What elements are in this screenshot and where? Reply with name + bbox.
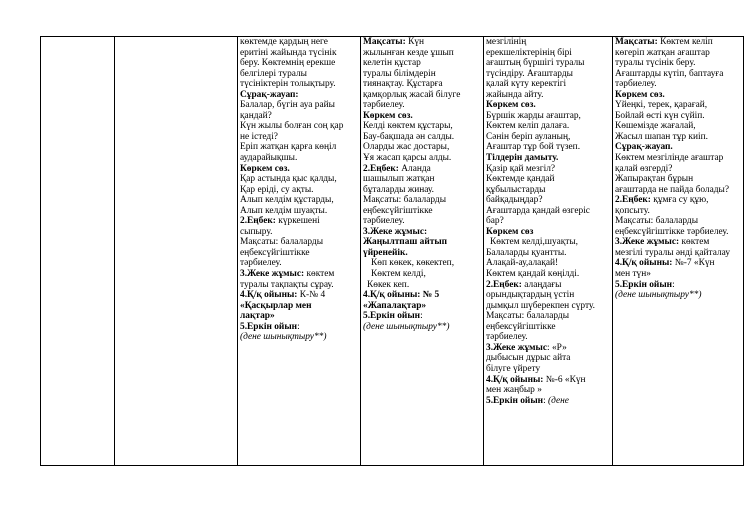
text-line: [486, 111, 610, 122]
text-run: келетін құстар: [363, 58, 421, 69]
text-run: қопсыту.: [615, 205, 650, 216]
text-line: [240, 290, 358, 301]
text-line: [486, 121, 610, 132]
text-run: қалай күту керектігі: [486, 79, 567, 90]
text-line: [240, 48, 358, 59]
text-line: [363, 121, 481, 132]
text-line: [615, 121, 741, 132]
text-run: 5.Еркін ойын: [486, 395, 544, 406]
text-run: Ағаштарда қандай өзгеріс: [486, 205, 590, 216]
text-line: [615, 290, 741, 301]
text-run: дыбысын дұрыс айта: [486, 353, 571, 364]
text-run: Тілдерін дамыту.: [486, 153, 559, 164]
text-line: [615, 195, 741, 206]
text-line: [615, 153, 741, 164]
text-run: түсіндіру. Ағаштарды: [486, 68, 573, 79]
text-line: [486, 216, 610, 227]
text-line: [240, 216, 358, 227]
text-run: Ағаштарды күтіп, баптауға: [615, 68, 724, 79]
text-run: көктем: [304, 269, 335, 280]
text-run: қамқорлық жасай білуге: [363, 89, 461, 100]
text-line: [486, 100, 610, 111]
text-run: Қар еріді, су ақты.: [240, 184, 314, 195]
text-run: туралы білімдерін: [363, 68, 436, 79]
text-run: Мақсаты: балаларды: [486, 311, 569, 322]
text-line: [363, 280, 481, 291]
text-line: [363, 248, 481, 259]
text-run: мен жаңбыр »: [486, 385, 542, 396]
text-line: [615, 248, 741, 259]
text-line: [363, 290, 481, 301]
text-run: 4.Қ/қ ойыны:: [240, 290, 298, 301]
text-run: Бүршік жарды ағаштар,: [486, 110, 581, 121]
text-run: еңбексүйгіштікке тәрбиелеу.: [615, 226, 729, 237]
text-run: қандай?: [240, 110, 272, 121]
text-line: [363, 237, 481, 248]
text-run: көктемде қардың неге: [240, 37, 328, 47]
text-line: [240, 164, 358, 175]
text-run: Сәнін беріп ауланың,: [486, 131, 571, 142]
text-run: дымқыл шүберекпен сүрту.: [486, 300, 596, 311]
text-line: [363, 132, 481, 143]
text-line: [240, 132, 358, 143]
text-line: [486, 311, 610, 322]
text-run: туралы түсінік беру.: [615, 58, 696, 69]
text-run: «Жапалақтар»: [363, 300, 427, 311]
text-line: [363, 185, 481, 196]
text-line: [363, 111, 481, 122]
text-run: Аланда: [398, 163, 431, 174]
text-line: [615, 269, 741, 280]
text-line: [486, 58, 610, 69]
text-run: Көкек кеп.: [367, 279, 410, 290]
text-line: [486, 396, 610, 407]
text-line: [486, 164, 610, 175]
text-run: білуге үйрету: [486, 363, 541, 374]
text-line: [615, 280, 741, 291]
text-run: көктем: [679, 237, 710, 248]
text-run: Алып келдім шуақты.: [240, 205, 328, 216]
text-run: (дене шынықтыру**): [240, 332, 327, 343]
text-run: тәрбиелеу.: [240, 258, 282, 269]
text-run: 2.Еңбек:: [363, 163, 399, 174]
text-run: Көркем сөз: [486, 226, 534, 237]
text-run: 2.Еңбек:: [240, 216, 276, 227]
text-line: [240, 206, 358, 217]
text-run: бар?: [486, 216, 504, 227]
text-run: Еріп жатқан қарға көңіл: [240, 142, 337, 153]
text-line: [240, 100, 358, 111]
text-line: [486, 48, 610, 59]
text-run: туралы тақпақты сұрау.: [240, 279, 334, 290]
text-line: [363, 258, 481, 269]
text-run: №-7 «Күн: [672, 258, 715, 269]
text-line: [363, 216, 481, 227]
text-line: [240, 227, 358, 238]
text-line: [240, 79, 358, 90]
text-run: Көркем сөз.: [615, 89, 665, 100]
text-line: [486, 174, 610, 185]
text-line: [486, 132, 610, 143]
text-line: [363, 301, 481, 312]
text-run: К-№ 4: [297, 290, 326, 301]
text-line: [363, 58, 481, 69]
text-run: күркешені: [275, 216, 320, 227]
text-run: аударайықшы.: [240, 153, 298, 164]
text-run: (дене: [548, 395, 569, 406]
text-line: [363, 69, 481, 80]
text-line: [486, 364, 610, 375]
text-line: [240, 37, 358, 48]
text-run: құмға су құю,: [650, 195, 709, 206]
text-line: [486, 258, 610, 269]
text-run: Көркем сөз.: [486, 100, 536, 111]
text-run: мезгілі туралы әнді қайталау: [615, 247, 731, 258]
text-line: [240, 301, 358, 312]
text-line: [486, 353, 610, 364]
text-run: Көктем келіп далаға.: [486, 121, 570, 132]
text-run: 3.Жеке жұмыс:: [615, 237, 680, 248]
text-line: [615, 90, 741, 101]
text-run: 4.Қ/қ ойыны:: [615, 258, 673, 269]
text-run: бұталарды жинау.: [363, 184, 435, 195]
text-line: [486, 343, 610, 354]
text-run: Көктем мезгілінде ағаштар: [615, 153, 724, 164]
text-run: Алақай-ау,алақай!: [486, 258, 559, 269]
text-line: [615, 164, 741, 175]
text-line: [486, 237, 610, 248]
text-run: еритіні жайында түсінік: [240, 47, 337, 58]
text-run: Жасыл шапан тұр киіп.: [615, 131, 708, 142]
table-cell-day-3: [484, 37, 613, 466]
text-line: [615, 142, 741, 153]
text-line: [240, 174, 358, 185]
text-line: [615, 48, 741, 59]
text-run: 3.Жеке жұмыс: [486, 342, 548, 353]
text-run: үйренейік.: [363, 247, 408, 258]
text-run: мен түн»: [615, 269, 651, 280]
text-line: [615, 69, 741, 80]
text-run: Мақсаты: балаларды: [240, 237, 323, 248]
text-run: Жапырақтан бұрын: [615, 174, 694, 185]
text-run: түсініктерін толықтыру.: [240, 79, 336, 90]
text-line: [486, 332, 610, 343]
text-line: [363, 322, 481, 333]
text-run: «Қасқырлар мен: [240, 300, 312, 311]
text-run: 3.Жеке жұмыс:: [363, 226, 428, 237]
table-cell-empty-1: [41, 37, 115, 466]
text-line: [363, 90, 481, 101]
text-run: лақтар»: [240, 311, 275, 322]
text-line: [240, 195, 358, 206]
text-run: Балалар, бүгін ауа райы: [240, 100, 335, 111]
text-line: [363, 37, 481, 48]
text-run: 5.Еркін ойын: [240, 321, 298, 332]
text-line: [486, 142, 610, 153]
text-line: [486, 90, 610, 101]
text-run: құбылыстарды: [486, 184, 546, 195]
text-line: [363, 79, 481, 90]
text-line: [615, 79, 741, 90]
text-run: Келді көктем құстары,: [363, 121, 453, 132]
text-run: Мақсаты:: [363, 37, 406, 47]
text-run: Ұя жасап қарсы алды.: [363, 153, 452, 164]
text-run: мезгілінің: [486, 37, 527, 47]
text-run: беру. Көктемнің ерекше: [240, 58, 336, 69]
text-run: Мақсаты: балаларды: [363, 195, 446, 206]
text-line: [363, 48, 481, 59]
text-line: [615, 100, 741, 111]
text-line: [240, 237, 358, 248]
text-run: Сұрақ-жауап:: [240, 89, 299, 100]
text-run: еңбексүйгіштікке: [363, 205, 433, 216]
text-line: [240, 280, 358, 291]
text-line: [240, 248, 358, 259]
text-run: :: [297, 321, 300, 332]
text-line: [615, 237, 741, 248]
text-run: Көктем келді,: [371, 269, 426, 280]
text-line: [615, 58, 741, 69]
text-run: №-6 «Күн: [543, 374, 586, 385]
text-run: Жаңылтпаш айтып: [363, 237, 448, 248]
text-line: [486, 290, 610, 301]
table-cell-day-1: [238, 37, 361, 466]
text-run: :: [543, 395, 549, 406]
text-run: (дене шынықтыру**): [363, 321, 450, 332]
text-line: [486, 269, 610, 280]
text-run: Мақсаты:: [615, 37, 658, 47]
text-line: [240, 142, 358, 153]
text-line: [486, 227, 610, 238]
text-run: тәрбиелеу.: [486, 332, 528, 343]
text-run: :: [672, 279, 675, 290]
text-run: орындықтардың үстін: [486, 290, 575, 301]
text-line: [363, 206, 481, 217]
table-cell-day-2: [361, 37, 484, 466]
text-run: 2.Еңбек:: [615, 195, 651, 206]
text-line: [615, 227, 741, 238]
text-run: 2.Еңбек:: [486, 279, 522, 290]
text-line: [363, 142, 481, 153]
text-line: [240, 153, 358, 164]
text-line: [486, 375, 610, 386]
text-line: [240, 185, 358, 196]
text-run: Көктем келді,шуақты,: [490, 237, 579, 248]
text-run: Бау-бақшада ән салды.: [363, 131, 455, 142]
text-line: [486, 37, 610, 48]
text-line: [486, 153, 610, 164]
text-run: Көркем сөз.: [240, 163, 290, 174]
text-run: Көктемде қандай: [486, 174, 555, 185]
text-run: алаңдағы: [521, 279, 562, 290]
text-run: :: [420, 311, 423, 322]
text-run: жайында айту.: [486, 89, 544, 100]
text-line: [486, 79, 610, 90]
text-line: [363, 269, 481, 280]
text-run: Көркем сөз.: [363, 110, 413, 121]
text-line: [363, 174, 481, 185]
text-line: [363, 195, 481, 206]
text-run: не істеді?: [240, 131, 278, 142]
text-run: тәрбиелеу.: [363, 100, 405, 111]
text-line: [240, 90, 358, 101]
text-line: [615, 132, 741, 143]
text-line: [363, 164, 481, 175]
text-line: [240, 269, 358, 280]
text-line: [486, 185, 610, 196]
text-run: белгілері туралы: [240, 68, 307, 79]
text-run: Қар астында қыс қалды,: [240, 174, 337, 185]
text-line: [486, 322, 610, 333]
text-run: : «Р»: [547, 342, 567, 353]
text-run: ағаштың бүршігі туралы: [486, 58, 585, 69]
text-run: (дене шынықтыру**): [615, 290, 702, 301]
text-run: сыпыру.: [240, 226, 273, 237]
text-run: еңбексүйгіштікке: [240, 247, 310, 258]
text-run: шашылып жатқан: [363, 174, 435, 185]
text-run: тиянақтау. Құстарға: [363, 79, 443, 90]
text-run: Мақсаты: балаларды: [615, 216, 698, 227]
text-line: [486, 206, 610, 217]
text-run: тәрбиелеу.: [363, 216, 405, 227]
text-line: [486, 69, 610, 80]
text-run: Көктем қандай көңілді.: [486, 269, 580, 280]
text-line: [615, 37, 741, 48]
text-run: тәрбиелеу.: [615, 79, 657, 90]
text-run: 4.Қ/қ ойыны: № 5: [363, 290, 440, 301]
text-line: [363, 227, 481, 238]
table-row: [41, 37, 744, 466]
text-run: жылынған кезде ұшып: [363, 47, 454, 58]
text-line: [615, 174, 741, 185]
text-run: Үйеңкі, терек, қарағай,: [615, 100, 708, 111]
text-line: [240, 258, 358, 269]
text-line: [363, 100, 481, 111]
text-run: Көктем келіп: [657, 37, 713, 47]
text-line: [486, 280, 610, 291]
text-run: Сұрақ-жауап.: [615, 142, 673, 153]
table-cell-empty-2: [115, 37, 238, 466]
text-line: [363, 311, 481, 322]
text-run: Күн жылы болған соң қар: [240, 121, 344, 132]
text-run: Көшемізде жағалай,: [615, 121, 696, 132]
text-run: Күн: [405, 37, 425, 47]
text-line: [486, 248, 610, 259]
text-line: [486, 301, 610, 312]
text-line: [615, 216, 741, 227]
text-run: Бойлай өсті күн сүйіп.: [615, 110, 705, 121]
text-line: [240, 69, 358, 80]
text-run: ағаштарда не пайда болады?: [615, 184, 729, 195]
text-run: байқадыңдар?: [486, 195, 543, 206]
weekly-plan-table: [40, 36, 744, 466]
text-line: [486, 385, 610, 396]
text-line: [615, 258, 741, 269]
text-run: Алып келдім құстарды,: [240, 195, 334, 206]
text-line: [486, 195, 610, 206]
text-line: [615, 206, 741, 217]
text-run: еңбексүйгіштікке: [486, 321, 556, 332]
text-line: [615, 185, 741, 196]
text-run: 4.Қ/қ ойыны:: [486, 374, 544, 385]
text-run: 5.Еркін ойын: [615, 279, 673, 290]
text-run: Көп көкек, көкектеп,: [371, 258, 455, 269]
text-line: [615, 111, 741, 122]
text-run: көгеріп жатқан ағаштар: [615, 47, 710, 58]
text-line: [363, 153, 481, 164]
text-run: 5.Еркін ойын: [363, 311, 421, 322]
text-run: Қазір қай мезгіл?: [486, 163, 556, 174]
text-line: [240, 121, 358, 132]
text-run: қалай өзгерді?: [615, 163, 673, 174]
text-line: [240, 58, 358, 69]
text-run: Балаларды қуантты.: [486, 247, 567, 258]
table-cell-day-4: [613, 37, 744, 466]
text-line: [240, 311, 358, 322]
text-run: 3.Жеке жұмыс:: [240, 269, 305, 280]
text-run: Ағаштар тұр бой түзеп.: [486, 142, 581, 153]
text-line: [240, 332, 358, 343]
text-run: Оларды жас достары,: [363, 142, 450, 153]
text-line: [240, 111, 358, 122]
text-run: ерекшеліктерінің бірі: [486, 47, 572, 58]
text-line: [240, 322, 358, 333]
